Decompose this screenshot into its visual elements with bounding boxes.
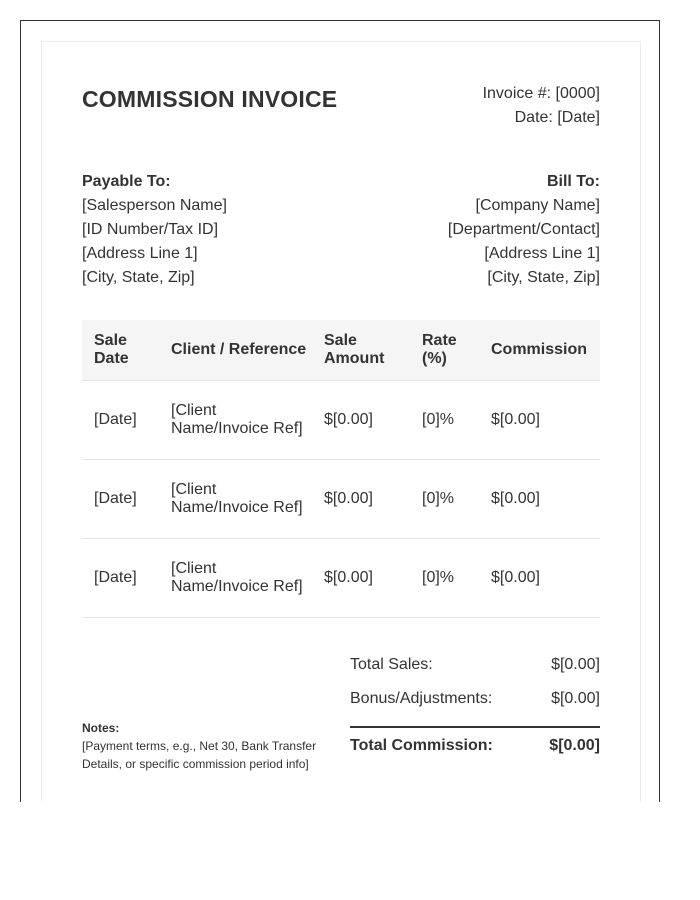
invoice-date: Date: [Date] [514,109,600,126]
cell-rate: [0]% [410,459,479,538]
total-sales-row [350,650,600,684]
bonus-row [350,684,600,718]
cell-rate: [0]% [410,538,479,617]
header-commission: Commission [479,320,600,380]
invoice-title: COMMISSION INVOICE [82,86,338,112]
header-sale-amount: Sale Amount [312,320,410,380]
cell-client-reference: [Client Name/Invoice Ref] [159,380,312,459]
cell-commission: $[0.00] [479,380,600,459]
cell-client-reference: [Client Name/Invoice Ref] [159,459,312,538]
total-sales-value: $[0.00] [551,656,600,673]
commission-table [82,320,600,618]
company-name: [Company Name] [475,197,600,214]
table-row [82,459,600,538]
header-rate: Rate (%) [410,320,479,380]
table-row [82,538,600,617]
table-header-row [82,320,600,380]
notes-heading: Notes: [82,721,120,735]
cell-sale-amount: $[0.00] [312,538,410,617]
bonus-label: Bonus/Adjustments: [350,690,493,707]
payable-to-heading: Payable To: [82,173,171,190]
notes-block [82,719,332,773]
salesperson-address: [Address Line 1] [82,245,198,262]
cell-commission: $[0.00] [479,538,600,617]
total-sales-label: Total Sales: [350,656,433,673]
notes-text: [Payment terms, e.g., Net 30, Bank Transfer Details, or specific commission period info] [82,739,317,771]
bill-to-heading: Bill To: [546,173,600,190]
table-row [82,380,600,459]
company-city: [City, State, Zip] [487,269,600,286]
payable-to-block [82,170,227,290]
cell-sale-amount: $[0.00] [312,459,410,538]
cell-commission: $[0.00] [479,459,600,538]
salesperson-name: [Salesperson Name] [82,197,227,214]
cell-rate: [0]% [410,380,479,459]
total-commission-row [350,734,600,758]
invoice-meta [483,82,600,130]
invoice-number: Invoice #: [0000] [482,85,600,102]
bill-to-block [448,170,600,290]
bonus-value: $[0.00] [551,690,600,707]
cell-sale-date: [Date] [82,459,159,538]
totals-block [350,650,600,758]
cell-sale-date: [Date] [82,538,159,617]
company-department: [Department/Contact] [447,221,600,238]
totals-divider [350,726,600,728]
cell-sale-amount: $[0.00] [312,380,410,459]
cell-sale-date: [Date] [82,380,159,459]
header-client-reference: Client / Reference [159,320,312,380]
header-sale-date: Sale Date [82,320,159,380]
cell-client-reference: [Client Name/Invoice Ref] [159,538,312,617]
total-commission-label: Total Commission: [350,737,493,754]
salesperson-city: [City, State, Zip] [82,269,195,286]
total-commission-value: $[0.00] [549,737,600,754]
salesperson-id: [ID Number/Tax ID] [82,221,219,238]
company-address: [Address Line 1] [484,245,600,262]
